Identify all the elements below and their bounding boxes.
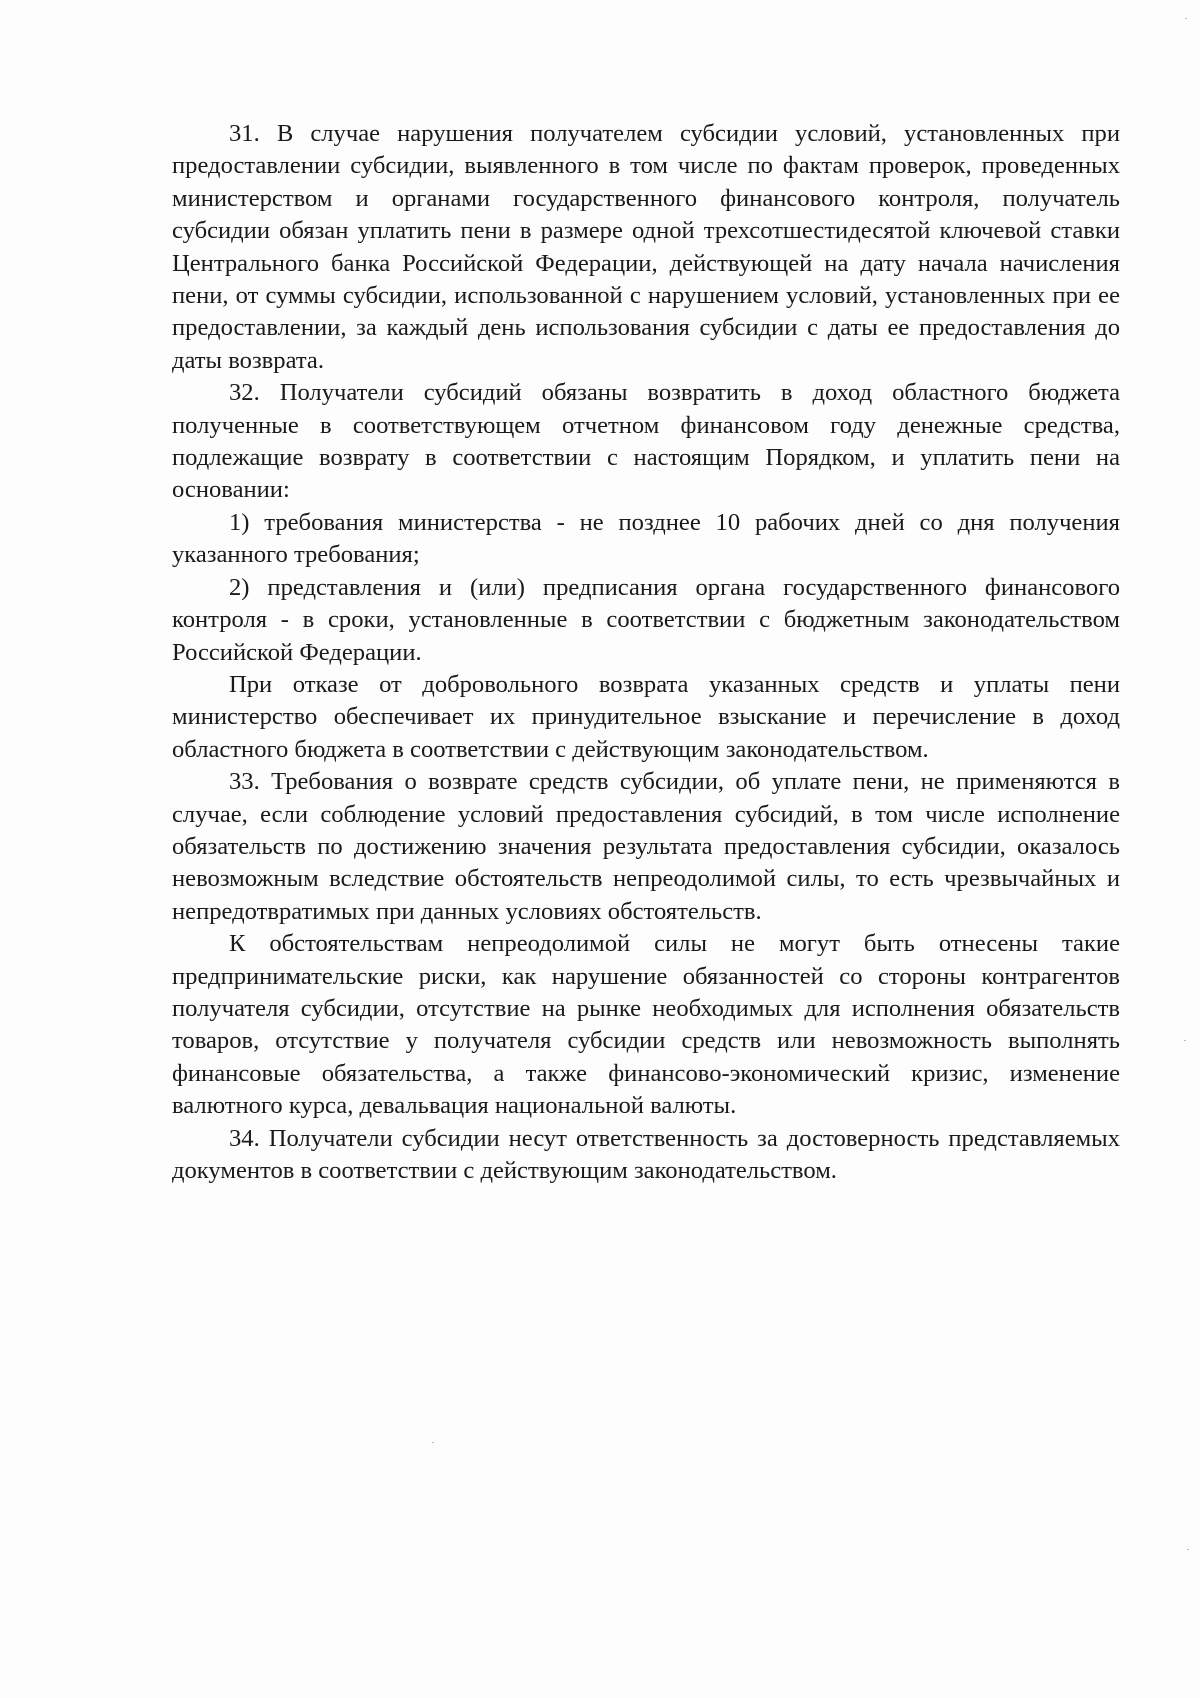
- paragraph-34: 34. Получатели субсидии несут ответственность за достоверность представляемых документов в соответствии с действующим законодательством.: [172, 1124, 1120, 1184]
- paragraph-refusal: При отказе от добровольного возврата указанных средств и уплаты пени министерство обеспечивает их принудительное взыскание и перечисление в доход областного бюджета в соответствии с действующим законодательством.: [172, 670, 1120, 763]
- document-body: [172, 118, 1120, 1187]
- scan-speck: [1184, 1040, 1186, 1041]
- paragraph-force-majeure: К обстоятельствам непреодолимой силы не могут быть отнесены такие предпринимательские риски, как нарушение обязанностей со стороны контрагентов получателя субсидии, отсутствие на рынке необходимых для исполнения обязательств товаров, отсутствие у получателя субсидии средств или невозможность выполнять финансовые обязательства, а также финансово-экономический кризис, изменение валютного курса, девальвация национальной валюты.: [172, 930, 1120, 1120]
- paragraph-33: 33. Требования о возврате средств субсидии, об уплате пени, не применяются в случае, если соблюдение условий предоставления субсидий, в том числе исполнение обязательств по достижению значения результата предоставления субсидии, оказалось невозможным вследствие обстоятельств непреодолимой силы, то есть чрезвычайных и непредотвратимых при данных условиях обстоятельств.: [172, 768, 1120, 925]
- paragraph-32-item-2: 2) представления и (или) предписания органа государственного финансового контроля - в сроки, установленные в соответствии с бюджетным законодательством Российской Федерации.: [172, 573, 1120, 666]
- scan-speck: [1187, 1549, 1189, 1550]
- paragraph-32-item-1: 1) требования министерства - не позднее 10 рабочих дней со дня получения указанного требования;: [172, 508, 1120, 569]
- scan-speck: [432, 1442, 434, 1443]
- paragraph-32: 32. Получатели субсидий обязаны возвратить в доход областного бюджета полученные в соответствующем отчетном финансовом году денежные средства, подлежащие возврату в соответствии с настоящим Порядком, и уплатить пени на основании:: [172, 379, 1120, 504]
- scan-speck: [1185, 18, 1187, 19]
- paragraph-31: 31. В случае нарушения получателем субсидии условий, установленных при предоставлении субсидии, выявленного в том числе по фактам проверок, проведенных министерством и органами государственного финансового контроля, получатель субсидии обязан уплатить пени в размере одной трехсотшестидесятой ключевой ставки Центрального банка Российской Федерации, действующей на дату начала начисления пени, от суммы субсидии, использованной с нарушением условий, установленных при ее предоставлении, за каждый день использования субсидии с даты ее предоставления до даты возврата.: [172, 120, 1120, 374]
